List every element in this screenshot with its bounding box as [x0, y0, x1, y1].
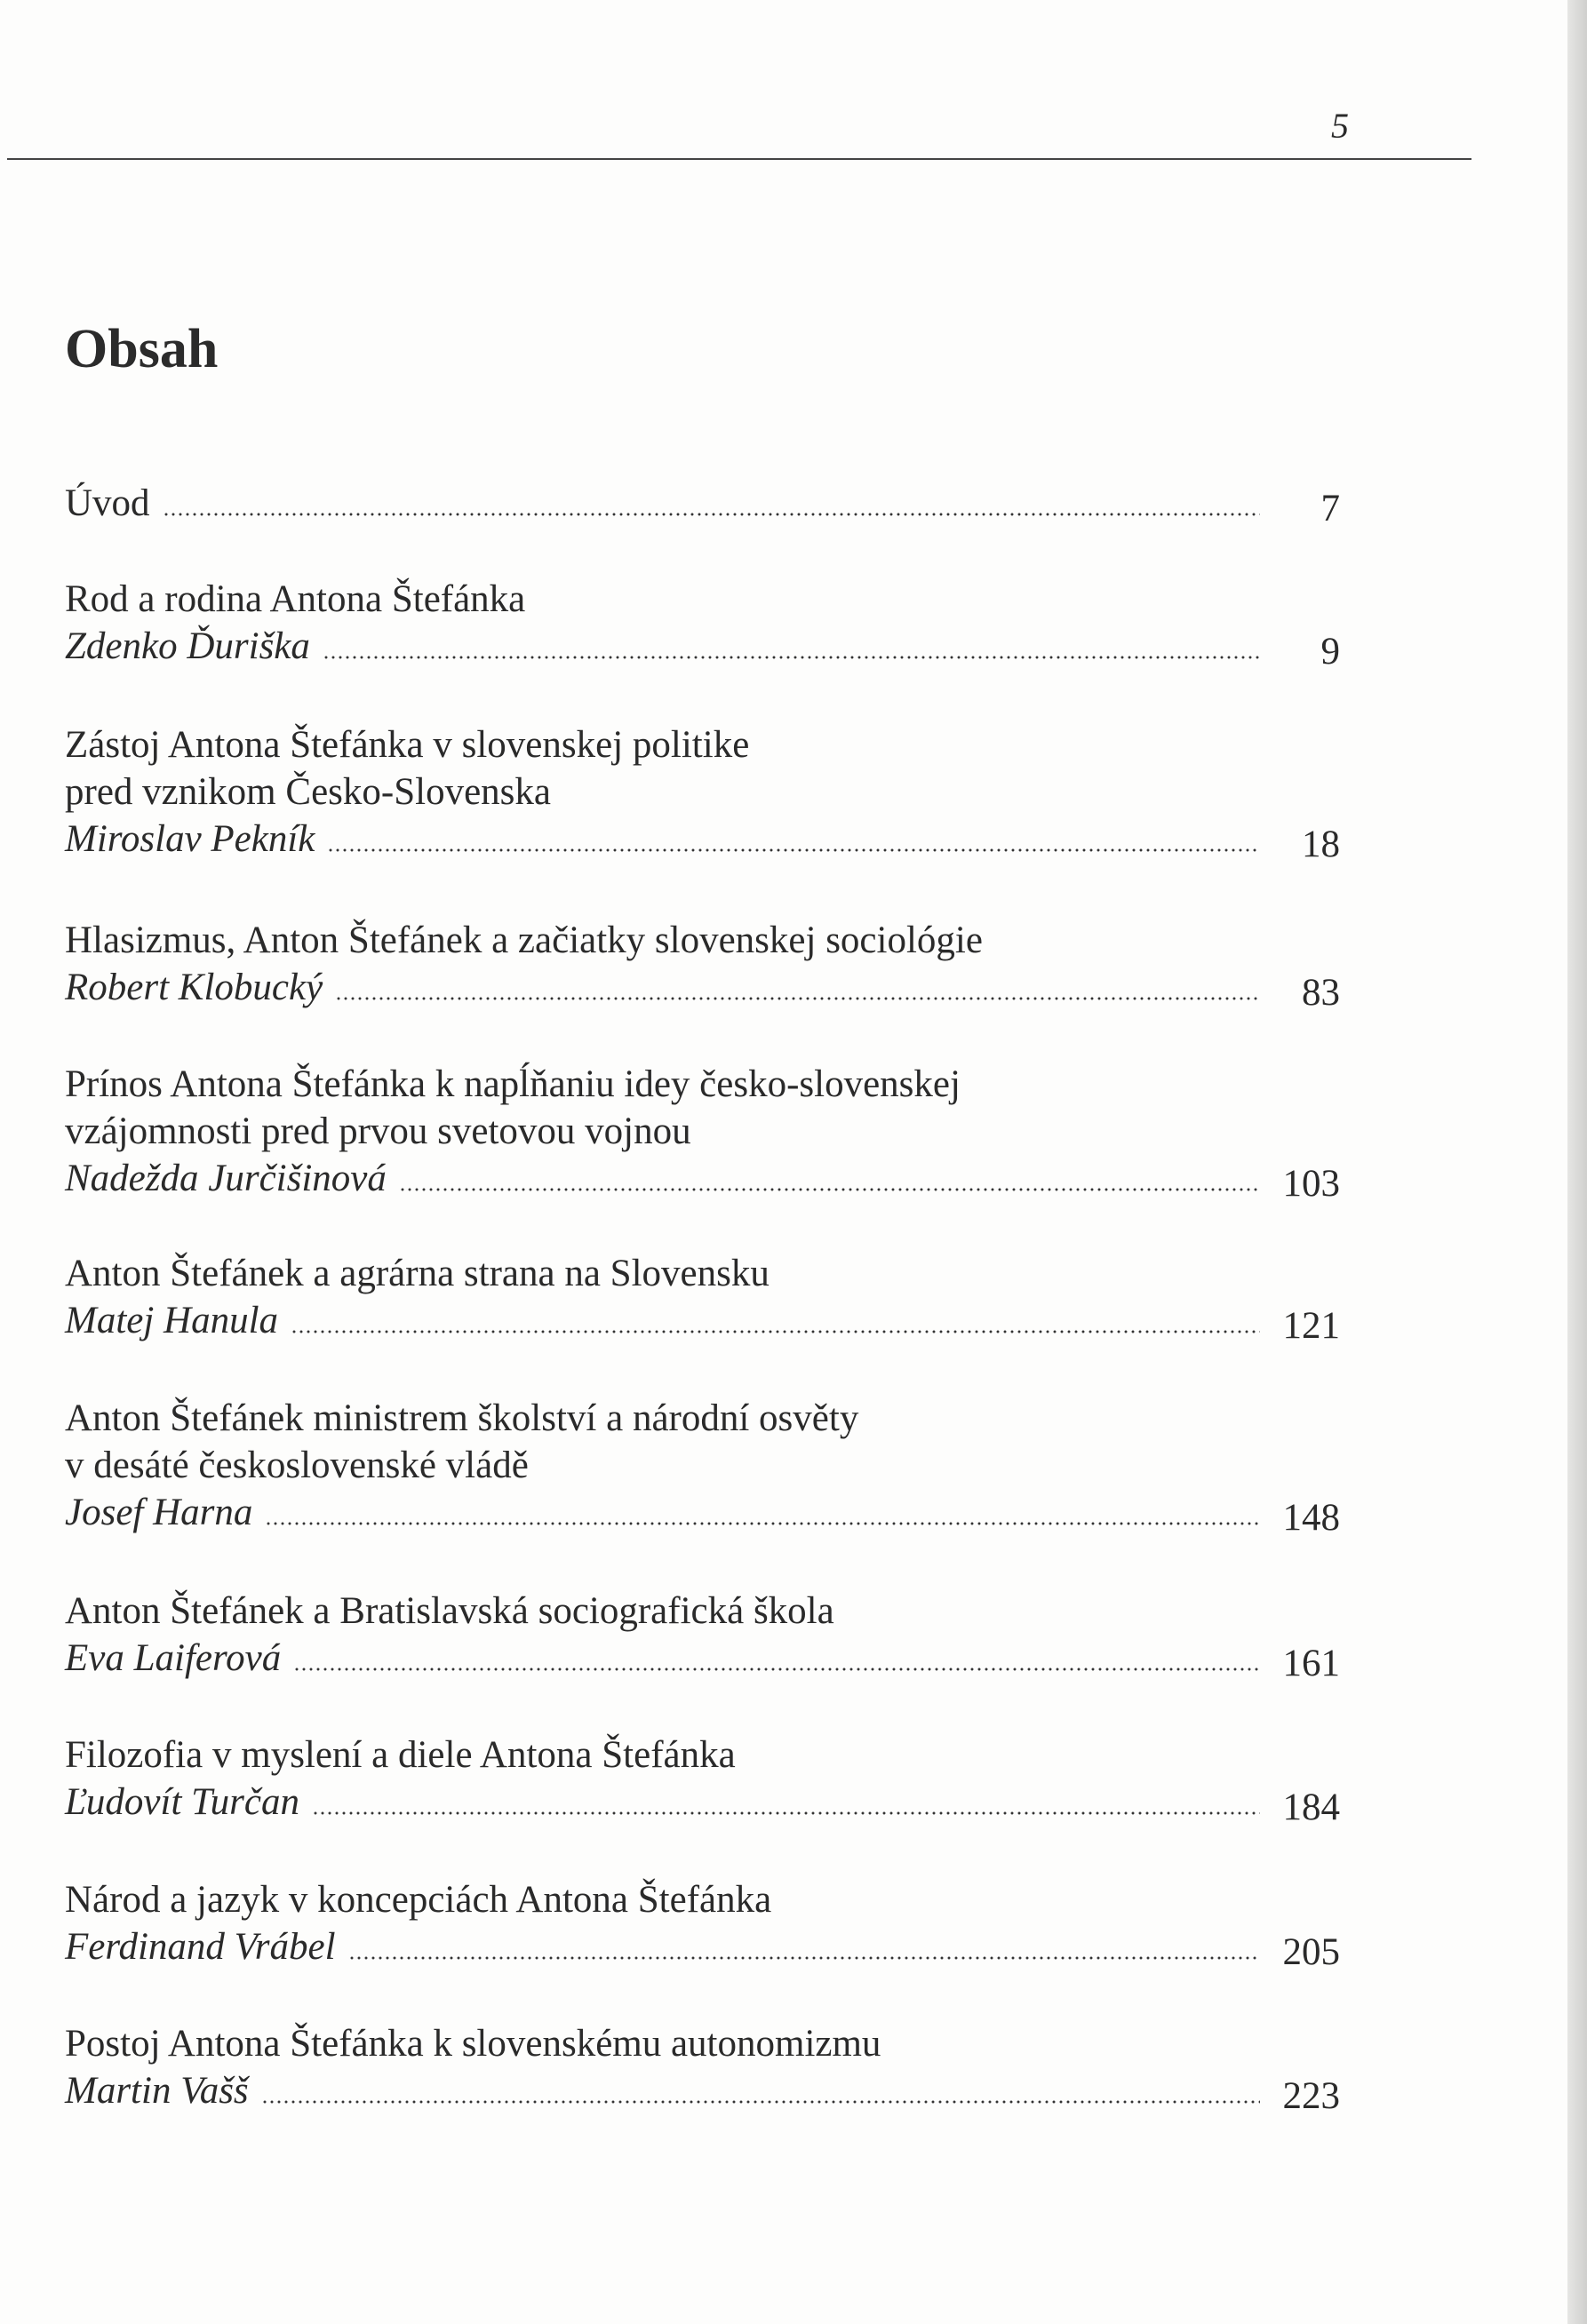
entry-author: Eva Laiferová — [65, 1637, 282, 1679]
entry-title-line: vzájomnosti pred prvou svetovou vojnou — [65, 1110, 691, 1152]
toc-entry — [65, 2020, 1340, 2117]
entry-page-number: 223 — [1282, 2075, 1340, 2117]
entry-author-row — [65, 1635, 1340, 1682]
toc-entry — [65, 1588, 1340, 1682]
entry-author-row — [65, 1489, 1340, 1539]
dot-leader — [261, 2100, 1260, 2104]
entry-author: Ľudovít Turčan — [65, 1781, 300, 1823]
toc-entry — [65, 1061, 1340, 1205]
dot-leader — [293, 1667, 1260, 1671]
dot-leader — [323, 656, 1260, 659]
entry-title-line: Anton Štefánek a Bratislavská sociografická škola — [65, 1590, 834, 1632]
dot-leader — [327, 848, 1260, 852]
entry-author: Robert Klobucký — [65, 967, 323, 1008]
toc-entry — [65, 721, 1340, 863]
entry-author: Miroslav Pekník — [65, 818, 315, 860]
header-rule — [7, 158, 1471, 160]
toc-entry — [65, 1731, 1340, 1826]
entry-author-row — [65, 623, 1340, 673]
dot-leader — [163, 513, 1260, 516]
toc-entry — [65, 1395, 1340, 1539]
entry-page-number: 148 — [1282, 1497, 1340, 1539]
entry-page-number: 7 — [1320, 488, 1340, 529]
entry-page-number: 184 — [1282, 1787, 1340, 1828]
page-title: Obsah — [65, 319, 219, 379]
page-edge-shadow — [1567, 0, 1587, 2324]
dot-leader — [291, 1330, 1260, 1333]
entry-page-number: 121 — [1282, 1305, 1340, 1347]
entry-title: Úvod — [65, 482, 150, 524]
toc-entry — [65, 576, 1340, 673]
entry-author: Ferdinand Vrábel — [65, 1926, 336, 1968]
entry-title-line: Postoj Antona Štefánka k slovenskému autonomizmu — [65, 2023, 881, 2065]
dot-leader — [399, 1188, 1260, 1191]
entry-title-line: Rod a rodina Antona Štefánka — [65, 578, 526, 620]
entry-title-line: v desáté československé vládě — [65, 1445, 529, 1486]
entry-page-number: 161 — [1282, 1643, 1340, 1684]
entry-title-line: Anton Štefánek a agrárna strana na Slovensku — [65, 1253, 770, 1294]
entry-page-number: 9 — [1320, 631, 1340, 673]
toc-entry — [65, 480, 1340, 527]
entry-author-row — [65, 964, 1340, 1014]
toc-entry — [65, 917, 1340, 1014]
entry-page-number: 205 — [1282, 1931, 1340, 1973]
entry-title-line: Prínos Antona Štefánka k napĺňaniu idey česko-slovenskej — [65, 1063, 961, 1105]
entry-title-line: Národ a jazyk v koncepciách Antona Štefánka — [65, 1879, 772, 1921]
dot-leader — [335, 997, 1260, 1000]
dot-leader — [265, 1522, 1260, 1525]
entry-author-row — [65, 2067, 1340, 2117]
dot-leader — [312, 1811, 1260, 1815]
entry-title-line: Zástoj Antona Štefánka v slovenskej politike — [65, 724, 750, 766]
entry-author: Martin Vašš — [65, 2070, 249, 2112]
entry-author: Nadežda Jurčišinová — [65, 1158, 387, 1199]
entry-author: Zdenko Ďuriška — [65, 625, 310, 667]
entry-author-row — [65, 1155, 1340, 1205]
entry-title-line: pred vznikom Česko-Slovenska — [65, 771, 551, 813]
page-number: 5 — [1331, 106, 1349, 146]
entry-page-number: 83 — [1302, 972, 1340, 1014]
entry-page-number: 18 — [1302, 824, 1340, 865]
entry-author-row — [65, 1779, 1340, 1826]
toc-entry — [65, 1876, 1340, 1973]
entry-author-row — [65, 816, 1340, 863]
entry-author: Matej Hanula — [65, 1300, 279, 1341]
entry-author-row — [65, 480, 1340, 527]
dot-leader — [348, 1956, 1260, 1960]
toc-entry — [65, 1250, 1340, 1347]
entry-title-line: Hlasizmus, Anton Štefánek a začiatky slovenskej sociológie — [65, 919, 983, 961]
entry-page-number: 103 — [1282, 1163, 1340, 1205]
entry-title-line: Anton Štefánek ministrem školství a národní osvěty — [65, 1397, 859, 1439]
entry-author: Josef Harna — [65, 1492, 253, 1533]
entry-author-row — [65, 1923, 1340, 1973]
entry-title-line: Filozofia v myslení a diele Antona Štefánka — [65, 1734, 736, 1776]
entry-author-row — [65, 1297, 1340, 1347]
